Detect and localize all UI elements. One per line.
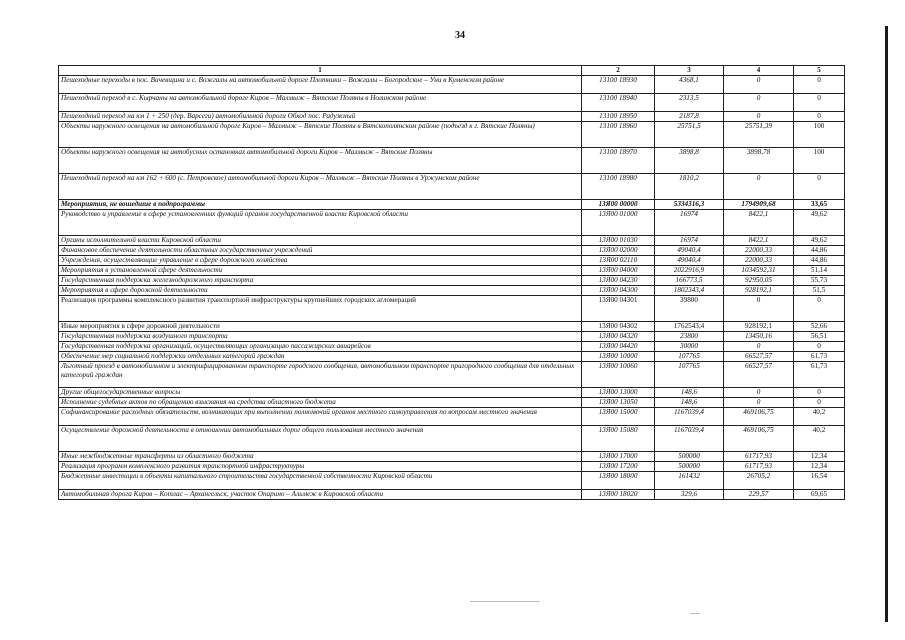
row-actual-value-cell: 8422,1 <box>724 210 794 236</box>
row-code-cell: 13100 18940 <box>582 94 655 112</box>
scan-mark <box>690 613 700 614</box>
table-row <box>59 342 845 352</box>
row-code-cell: 13Я00 04230 <box>582 276 655 286</box>
row-code-cell: 13100 18980 <box>582 174 655 200</box>
row-percent-cell: 55,73 <box>794 276 845 286</box>
row-plan-value-cell: 1802343,4 <box>655 286 724 296</box>
row-code-cell: 13Я00 02110 <box>582 256 655 266</box>
row-code-cell: 13Я00 04320 <box>582 332 655 342</box>
row-actual-value-cell: 25751,39 <box>724 122 794 148</box>
row-code-cell: 13Я00 18000 <box>582 472 655 490</box>
row-name-cell: Обеспечение мер социальной поддержки отдельных категорий граждан <box>59 352 582 362</box>
row-actual-value-cell: 61717,93 <box>724 452 794 462</box>
row-name-cell: Пешеходный переход на км 162 + 600 (с. Петровское) автомобильной дороги Киров – Малмыж – Вятские Поляны в Уржумском районе <box>59 174 582 200</box>
page-edge-bar <box>885 26 888 622</box>
row-name-cell: Иные межбюджетные трансферты из областного бюджета <box>59 452 582 462</box>
row-name-cell: Льготный проезд в автомобильном и электрифицированном транспорте городского сообщения, автомобильном транспорте пригородного сообщения для отдельных категорий граждан <box>59 362 582 388</box>
row-actual-value-cell: 66527,57 <box>724 352 794 362</box>
row-percent-cell: 0 <box>794 296 845 322</box>
row-code-cell: 13Я00 04301 <box>582 296 655 322</box>
row-name-cell: Государственная поддержка воздушного транспорта <box>59 332 582 342</box>
row-percent-cell: 44,86 <box>794 256 845 266</box>
row-plan-value-cell: 3898,8 <box>655 148 724 174</box>
row-actual-value-cell: 0 <box>724 398 794 408</box>
row-percent-cell: 0 <box>794 94 845 112</box>
row-name-cell: Бюджетные инвестиции в объекты капитального строительства государственной собственности Кировской области <box>59 472 582 490</box>
row-actual-value-cell: 928192,1 <box>724 286 794 296</box>
row-percent-cell: 0 <box>794 112 845 122</box>
row-actual-value-cell: 22000,33 <box>724 246 794 256</box>
header-cell: 4 <box>724 66 794 76</box>
row-plan-value-cell: 5334316,3 <box>655 200 724 210</box>
table-row <box>59 408 845 426</box>
table-row <box>59 452 845 462</box>
row-name-cell: Исполнение судебных актов по обращению взыскания на средства областного бюджета <box>59 398 582 408</box>
row-actual-value-cell: 92950,05 <box>724 276 794 286</box>
row-name-cell: Реализация программы комплексного развития транспортной инфраструктуры крупнейших городских агломераций <box>59 296 582 322</box>
row-plan-value-cell: 148,6 <box>655 388 724 398</box>
row-name-cell: Софинансирование расходных обязательств, возникающих при выполнении полномочий органов местного самоуправления по вопросам местного значения <box>59 408 582 426</box>
row-code-cell: 13Я00 04000 <box>582 266 655 276</box>
row-percent-cell: 56,51 <box>794 332 845 342</box>
row-actual-value-cell: 469106,75 <box>724 426 794 452</box>
table-row <box>59 352 845 362</box>
table-row <box>59 286 845 296</box>
row-plan-value-cell: 329,6 <box>655 490 724 500</box>
row-name-cell: Государственная поддержка организаций, осуществляющих организацию пассажирских авиарейсов <box>59 342 582 352</box>
row-code-cell: 13Я00 01000 <box>582 210 655 236</box>
row-actual-value-cell: 928192,1 <box>724 322 794 332</box>
scan-mark <box>470 601 540 602</box>
row-percent-cell: 0 <box>794 398 845 408</box>
header-cell: 2 <box>582 66 655 76</box>
table-row <box>59 266 845 276</box>
row-plan-value-cell: 500000 <box>655 452 724 462</box>
row-name-cell: Иные мероприятия в сфере дорожной деятельности <box>59 322 582 332</box>
budget-table <box>58 65 845 500</box>
row-percent-cell: 49,62 <box>794 210 845 236</box>
row-name-cell: Руководство и управление в сфере установленных функций органов государственной власти Кировской области <box>59 210 582 236</box>
row-name-cell: Мероприятия в установленной сфере деятельности <box>59 266 582 276</box>
row-actual-value-cell: 26705,2 <box>724 472 794 490</box>
row-percent-cell: 61,73 <box>794 362 845 388</box>
row-plan-value-cell: 4368,1 <box>655 76 724 94</box>
table-row <box>59 236 845 246</box>
row-percent-cell: 0 <box>794 76 845 94</box>
row-name-cell: Другие общегосударственные вопросы <box>59 388 582 398</box>
row-code-cell: 13Я00 13050 <box>582 398 655 408</box>
row-percent-cell: 51,5 <box>794 286 845 296</box>
row-name-cell: Мероприятия в сфере дорожной деятельности <box>59 286 582 296</box>
row-plan-value-cell: 2187,8 <box>655 112 724 122</box>
row-plan-value-cell: 49040,4 <box>655 246 724 256</box>
row-plan-value-cell: 1810,2 <box>655 174 724 200</box>
row-actual-value-cell: 469106,75 <box>724 408 794 426</box>
header-cell: 5 <box>794 66 845 76</box>
row-plan-value-cell: 25751,5 <box>655 122 724 148</box>
row-plan-value-cell: 16974 <box>655 236 724 246</box>
row-code-cell: 13Я00 17200 <box>582 462 655 472</box>
row-actual-value-cell: 229,57 <box>724 490 794 500</box>
row-name-cell: Органы исполнительной власти Кировской области <box>59 236 582 246</box>
row-percent-cell: 40,2 <box>794 408 845 426</box>
row-percent-cell: 52,66 <box>794 322 845 332</box>
table-row <box>59 76 845 94</box>
row-percent-cell: 0 <box>794 342 845 352</box>
row-actual-value-cell: 3898,78 <box>724 148 794 174</box>
row-percent-cell: 51,14 <box>794 266 845 276</box>
row-name-cell: Мероприятия, не вошедшие в подпрограммы <box>59 200 582 210</box>
row-actual-value-cell: 66527,57 <box>724 362 794 388</box>
row-code-cell: 13Я00 15000 <box>582 408 655 426</box>
page-number: 34 <box>455 30 465 41</box>
table-row <box>59 462 845 472</box>
row-code-cell: 13100 18960 <box>582 122 655 148</box>
row-plan-value-cell: 1167039,4 <box>655 426 724 452</box>
row-code-cell: 13Я00 04300 <box>582 286 655 296</box>
table-row <box>59 246 845 256</box>
row-percent-cell: 16,54 <box>794 472 845 490</box>
header-cell: 3 <box>655 66 724 76</box>
row-name-cell: Пешеходный переход на км 1 + 250 (дер. Варсеги) автомобильной дороги Обход пос. Радужный <box>59 112 582 122</box>
row-plan-value-cell: 23800 <box>655 332 724 342</box>
table-row <box>59 94 845 112</box>
table-row <box>59 112 845 122</box>
row-name-cell: Государственная поддержка железнодорожного транспорта <box>59 276 582 286</box>
row-actual-value-cell: 0 <box>724 112 794 122</box>
row-code-cell: 13Я00 02000 <box>582 246 655 256</box>
row-percent-cell: 0 <box>794 174 845 200</box>
row-percent-cell: 49,62 <box>794 236 845 246</box>
row-code-cell: 13Я00 17000 <box>582 452 655 462</box>
row-percent-cell: 69,65 <box>794 490 845 500</box>
row-plan-value-cell: 49040,4 <box>655 256 724 266</box>
row-actual-value-cell: 0 <box>724 342 794 352</box>
row-name-cell: Пешеходный переход в с. Кырчаны на автомобильной дороге Киров – Малмыж – Вятские Поляны в Нолинском районе <box>59 94 582 112</box>
row-plan-value-cell: 39800 <box>655 296 724 322</box>
row-actual-value-cell: 0 <box>724 76 794 94</box>
row-percent-cell: 61,73 <box>794 352 845 362</box>
table-row <box>59 276 845 286</box>
table-row <box>59 256 845 266</box>
row-code-cell: 13100 18930 <box>582 76 655 94</box>
row-plan-value-cell: 166773,5 <box>655 276 724 286</box>
table-row <box>59 122 845 148</box>
row-code-cell: 13Я00 18020 <box>582 490 655 500</box>
table-row <box>59 388 845 398</box>
row-actual-value-cell: 13450,16 <box>724 332 794 342</box>
row-actual-value-cell: 0 <box>724 296 794 322</box>
row-actual-value-cell: 0 <box>724 388 794 398</box>
row-code-cell: 13Я00 00000 <box>582 200 655 210</box>
row-plan-value-cell: 2022916,9 <box>655 266 724 276</box>
row-actual-value-cell: 1034592,31 <box>724 266 794 276</box>
row-plan-value-cell: 1167039,4 <box>655 408 724 426</box>
table-row <box>59 210 845 236</box>
row-actual-value-cell: 1794909,68 <box>724 200 794 210</box>
table-row <box>59 362 845 388</box>
row-percent-cell: 44,86 <box>794 246 845 256</box>
row-percent-cell: 0 <box>794 388 845 398</box>
row-percent-cell: 12,34 <box>794 452 845 462</box>
header-cell: 1 <box>59 66 582 76</box>
table-row <box>59 398 845 408</box>
row-plan-value-cell: 500000 <box>655 462 724 472</box>
row-plan-value-cell: 30000 <box>655 342 724 352</box>
row-percent-cell: 12,34 <box>794 462 845 472</box>
row-name-cell: Объекты наружного освещения на автомобильной дороге Киров – Малмыж – Вятские Поляны в Вятскополянском районе (подъезд к г. Вятские Поляны) <box>59 122 582 148</box>
row-plan-value-cell: 107765 <box>655 352 724 362</box>
row-code-cell: 13Я00 10060 <box>582 362 655 388</box>
row-name-cell: Объекты наружного освещения на автобусных остановках автомобильной дороги Киров – Малмыж – Вятские Поляны <box>59 148 582 174</box>
row-code-cell: 13100 18970 <box>582 148 655 174</box>
row-percent-cell: 33,65 <box>794 200 845 210</box>
table-row <box>59 322 845 332</box>
row-name-cell: Реализация программ комплексного развития транспортной инфраструктуры <box>59 462 582 472</box>
row-name-cell: Автомобильная дорога Киров – Котлас – Архангельск, участок Опарино – Альмеж в Кировской области <box>59 490 582 500</box>
row-plan-value-cell: 148,6 <box>655 398 724 408</box>
row-code-cell: 13Я00 10000 <box>582 352 655 362</box>
row-plan-value-cell: 107765 <box>655 362 724 388</box>
row-percent-cell: 100 <box>794 148 845 174</box>
row-percent-cell: 40,2 <box>794 426 845 452</box>
table-row <box>59 148 845 174</box>
row-actual-value-cell: 22000,33 <box>724 256 794 266</box>
row-plan-value-cell: 2313,5 <box>655 94 724 112</box>
row-actual-value-cell: 0 <box>724 174 794 200</box>
table-row <box>59 296 845 322</box>
row-code-cell: 13Я00 01030 <box>582 236 655 246</box>
table-body <box>59 66 845 500</box>
row-name-cell: Финансовое обеспечение деятельности областных государственных учреждений <box>59 246 582 256</box>
row-actual-value-cell: 61717,93 <box>724 462 794 472</box>
table-row <box>59 490 845 500</box>
row-code-cell: 13100 18950 <box>582 112 655 122</box>
row-actual-value-cell: 0 <box>724 94 794 112</box>
row-code-cell: 13Я00 04302 <box>582 322 655 332</box>
table-row <box>59 332 845 342</box>
row-plan-value-cell: 16974 <box>655 210 724 236</box>
table-row <box>59 472 845 490</box>
row-plan-value-cell: 1762543,4 <box>655 322 724 332</box>
row-name-cell: Осуществление дорожной деятельности в отношении автомобильных дорог общего пользования местного значения <box>59 426 582 452</box>
table-row <box>59 426 845 452</box>
row-actual-value-cell: 8422,1 <box>724 236 794 246</box>
row-code-cell: 13Я00 13000 <box>582 388 655 398</box>
row-code-cell: 13Я00 15080 <box>582 426 655 452</box>
row-percent-cell: 100 <box>794 122 845 148</box>
row-name-cell: Пешеходные переходы в пос. Вичевщина и с. Вожгалы на автомобильной дороге Плотники – Вожгалы – Богородское – Уни в Куменском районе <box>59 76 582 94</box>
row-plan-value-cell: 161432 <box>655 472 724 490</box>
row-name-cell: Учреждения, осуществляющие управление в сфере дорожного хозяйства <box>59 256 582 266</box>
row-code-cell: 13Я00 04420 <box>582 342 655 352</box>
table-row <box>59 174 845 200</box>
table-row <box>59 200 845 210</box>
table-header-row <box>59 66 845 76</box>
